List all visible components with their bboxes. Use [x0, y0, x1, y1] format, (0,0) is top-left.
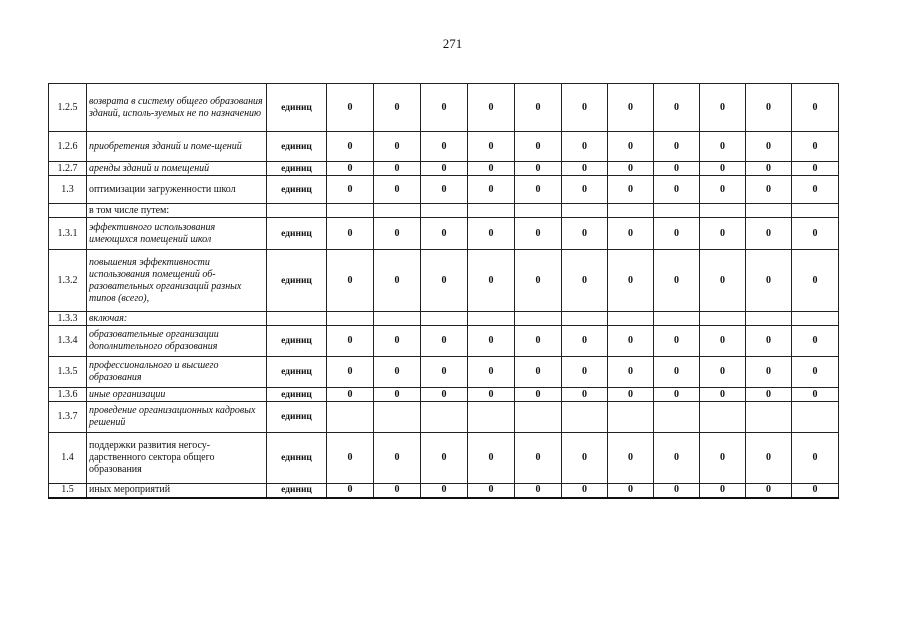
row-code: 1.3.7 [49, 402, 87, 433]
value-cell: 0 [608, 132, 654, 162]
value-cell: 0 [654, 484, 700, 498]
value-cell [515, 402, 562, 433]
value-cell: 0 [468, 433, 515, 484]
row-unit: единиц [267, 326, 327, 357]
value-cell [654, 402, 700, 433]
table-row [49, 84, 839, 132]
value-cell: 0 [700, 162, 746, 176]
value-cell [421, 402, 468, 433]
value-cell: 0 [468, 176, 515, 204]
row-code: 1.3.1 [49, 218, 87, 250]
row-unit: единиц [267, 176, 327, 204]
value-cell [746, 204, 792, 218]
row-label: иные организации [87, 388, 267, 402]
value-cell [654, 204, 700, 218]
value-cell: 0 [700, 84, 746, 132]
value-cell: 0 [746, 484, 792, 498]
row-label: образовательные организации дополнительного образования [87, 326, 267, 357]
row-unit [267, 312, 327, 326]
value-cell [562, 312, 608, 326]
value-cell: 0 [608, 433, 654, 484]
page-number: 271 [442, 36, 463, 51]
value-cell: 0 [327, 433, 374, 484]
value-cell: 0 [421, 162, 468, 176]
value-cell: 0 [792, 84, 839, 132]
table-row [49, 433, 839, 484]
row-unit: единиц [267, 484, 327, 498]
row-unit: единиц [267, 218, 327, 250]
value-cell [374, 204, 421, 218]
value-cell: 0 [421, 132, 468, 162]
value-cell [327, 204, 374, 218]
value-cell: 0 [608, 326, 654, 357]
value-cell [700, 402, 746, 433]
table-row [49, 388, 839, 402]
value-cell: 0 [562, 218, 608, 250]
value-cell: 0 [608, 388, 654, 402]
value-cell [327, 402, 374, 433]
value-cell: 0 [374, 218, 421, 250]
value-cell: 0 [374, 162, 421, 176]
value-cell: 0 [562, 484, 608, 498]
table-row [49, 218, 839, 250]
value-cell: 0 [562, 250, 608, 312]
value-cell: 0 [327, 484, 374, 498]
value-cell: 0 [468, 250, 515, 312]
value-cell: 0 [746, 132, 792, 162]
value-cell: 0 [421, 250, 468, 312]
value-cell: 0 [562, 388, 608, 402]
value-cell: 0 [654, 326, 700, 357]
row-unit: единиц [267, 357, 327, 388]
value-cell: 0 [374, 176, 421, 204]
value-cell [562, 402, 608, 433]
value-cell: 0 [792, 132, 839, 162]
row-code: 1.3 [49, 176, 87, 204]
value-cell: 0 [746, 388, 792, 402]
value-cell [374, 402, 421, 433]
value-cell: 0 [327, 84, 374, 132]
value-cell: 0 [608, 250, 654, 312]
value-cell: 0 [327, 162, 374, 176]
value-cell [421, 312, 468, 326]
value-cell: 0 [327, 357, 374, 388]
value-cell: 0 [515, 132, 562, 162]
value-cell [608, 402, 654, 433]
value-cell: 0 [468, 326, 515, 357]
row-unit: единиц [267, 84, 327, 132]
value-cell [746, 312, 792, 326]
value-cell: 0 [327, 176, 374, 204]
value-cell: 0 [746, 162, 792, 176]
value-cell: 0 [421, 84, 468, 132]
value-cell: 0 [792, 176, 839, 204]
value-cell: 0 [562, 132, 608, 162]
value-cell: 0 [374, 484, 421, 498]
value-cell [700, 312, 746, 326]
value-cell: 0 [374, 357, 421, 388]
row-code: 1.5 [49, 484, 87, 498]
value-cell: 0 [421, 218, 468, 250]
value-cell: 0 [654, 388, 700, 402]
value-cell: 0 [374, 388, 421, 402]
table-row [49, 312, 839, 326]
value-cell: 0 [700, 388, 746, 402]
value-cell: 0 [374, 433, 421, 484]
value-cell [700, 204, 746, 218]
table-row [49, 204, 839, 218]
row-label: профессионального и высшего образования [87, 357, 267, 388]
value-cell: 0 [421, 484, 468, 498]
value-cell: 0 [746, 250, 792, 312]
value-cell: 0 [746, 357, 792, 388]
value-cell: 0 [700, 433, 746, 484]
value-cell: 0 [515, 388, 562, 402]
row-unit: единиц [267, 132, 327, 162]
value-cell: 0 [700, 326, 746, 357]
row-code: 1.2.7 [49, 162, 87, 176]
value-cell [792, 204, 839, 218]
indicators-table [48, 83, 839, 499]
table-row [49, 484, 839, 498]
value-cell: 0 [468, 218, 515, 250]
value-cell [792, 312, 839, 326]
row-code: 1.2.5 [49, 84, 87, 132]
value-cell: 0 [792, 484, 839, 498]
row-label: эффективного использования имеющихся помещений школ [87, 218, 267, 250]
value-cell: 0 [515, 250, 562, 312]
value-cell: 0 [654, 218, 700, 250]
row-label: проведение организационных кадровых решений [87, 402, 267, 433]
value-cell: 0 [515, 326, 562, 357]
value-cell: 0 [468, 162, 515, 176]
value-cell: 0 [654, 132, 700, 162]
table-row [49, 162, 839, 176]
value-cell: 0 [562, 162, 608, 176]
value-cell: 0 [562, 433, 608, 484]
row-label: аренды зданий и помещений [87, 162, 267, 176]
value-cell: 0 [608, 484, 654, 498]
row-code: 1.3.2 [49, 250, 87, 312]
value-cell: 0 [608, 218, 654, 250]
value-cell: 0 [421, 388, 468, 402]
value-cell [374, 312, 421, 326]
row-unit: единиц [267, 388, 327, 402]
value-cell: 0 [515, 84, 562, 132]
value-cell [515, 204, 562, 218]
value-cell: 0 [562, 357, 608, 388]
table-row [49, 326, 839, 357]
row-unit: единиц [267, 433, 327, 484]
value-cell: 0 [792, 162, 839, 176]
row-unit [267, 204, 327, 218]
value-cell: 0 [421, 176, 468, 204]
value-cell: 0 [562, 84, 608, 132]
value-cell: 0 [515, 162, 562, 176]
value-cell: 0 [700, 250, 746, 312]
row-code: 1.2.6 [49, 132, 87, 162]
value-cell: 0 [515, 176, 562, 204]
value-cell [421, 204, 468, 218]
table-row [49, 250, 839, 312]
value-cell: 0 [327, 250, 374, 312]
row-label: оптимизации загруженности школ [87, 176, 267, 204]
value-cell: 0 [327, 326, 374, 357]
value-cell: 0 [327, 218, 374, 250]
row-label: повышения эффективности использования помещений об-разовательных организаций разных типов (всего), [87, 250, 267, 312]
value-cell: 0 [515, 484, 562, 498]
value-cell: 0 [700, 132, 746, 162]
value-cell: 0 [327, 132, 374, 162]
row-label: включая: [87, 312, 267, 326]
value-cell: 0 [700, 357, 746, 388]
value-cell [608, 204, 654, 218]
value-cell: 0 [792, 357, 839, 388]
value-cell [562, 204, 608, 218]
value-cell: 0 [421, 433, 468, 484]
value-cell [746, 402, 792, 433]
row-label: приобретения зданий и поме-щений [87, 132, 267, 162]
table-row [49, 402, 839, 433]
value-cell: 0 [421, 326, 468, 357]
value-cell: 0 [700, 218, 746, 250]
value-cell: 0 [608, 162, 654, 176]
value-cell: 0 [654, 84, 700, 132]
value-cell: 0 [468, 388, 515, 402]
value-cell [515, 312, 562, 326]
value-cell [654, 312, 700, 326]
value-cell: 0 [654, 176, 700, 204]
value-cell: 0 [374, 326, 421, 357]
row-label: иных мероприятий [87, 484, 267, 498]
value-cell: 0 [746, 176, 792, 204]
value-cell [608, 312, 654, 326]
row-code [49, 204, 87, 218]
value-cell: 0 [792, 388, 839, 402]
value-cell [468, 204, 515, 218]
value-cell: 0 [700, 484, 746, 498]
value-cell: 0 [746, 326, 792, 357]
value-cell: 0 [654, 162, 700, 176]
value-cell: 0 [746, 84, 792, 132]
table-row [49, 176, 839, 204]
value-cell: 0 [654, 433, 700, 484]
value-cell: 0 [792, 433, 839, 484]
table-row [49, 357, 839, 388]
value-cell: 0 [468, 357, 515, 388]
value-cell [792, 402, 839, 433]
row-code: 1.3.6 [49, 388, 87, 402]
value-cell: 0 [515, 218, 562, 250]
value-cell: 0 [792, 250, 839, 312]
row-code: 1.3.4 [49, 326, 87, 357]
value-cell: 0 [608, 176, 654, 204]
value-cell: 0 [374, 250, 421, 312]
row-code: 1.3.5 [49, 357, 87, 388]
value-cell: 0 [468, 132, 515, 162]
row-code: 1.3.3 [49, 312, 87, 326]
value-cell: 0 [746, 218, 792, 250]
value-cell: 0 [562, 176, 608, 204]
value-cell [468, 312, 515, 326]
value-cell: 0 [468, 84, 515, 132]
value-cell: 0 [608, 357, 654, 388]
value-cell: 0 [654, 250, 700, 312]
value-cell: 0 [515, 433, 562, 484]
value-cell: 0 [746, 433, 792, 484]
value-cell: 0 [374, 132, 421, 162]
value-cell: 0 [562, 326, 608, 357]
row-label: в том числе путем: [87, 204, 267, 218]
value-cell: 0 [374, 84, 421, 132]
value-cell: 0 [327, 388, 374, 402]
value-cell: 0 [654, 357, 700, 388]
value-cell: 0 [792, 218, 839, 250]
row-label: поддержки развития негосу-дарственного сектора общего образования [87, 433, 267, 484]
value-cell: 0 [700, 176, 746, 204]
row-label: возврата в систему общего образования зданий, исполь-зуемых не по назначению [87, 84, 267, 132]
row-unit: единиц [267, 250, 327, 312]
value-cell: 0 [792, 326, 839, 357]
value-cell: 0 [421, 357, 468, 388]
row-unit: единиц [267, 162, 327, 176]
value-cell [468, 402, 515, 433]
value-cell [327, 312, 374, 326]
row-unit: единиц [267, 402, 327, 433]
value-cell: 0 [515, 357, 562, 388]
value-cell: 0 [608, 84, 654, 132]
value-cell: 0 [468, 484, 515, 498]
table-row [49, 132, 839, 162]
row-code: 1.4 [49, 433, 87, 484]
